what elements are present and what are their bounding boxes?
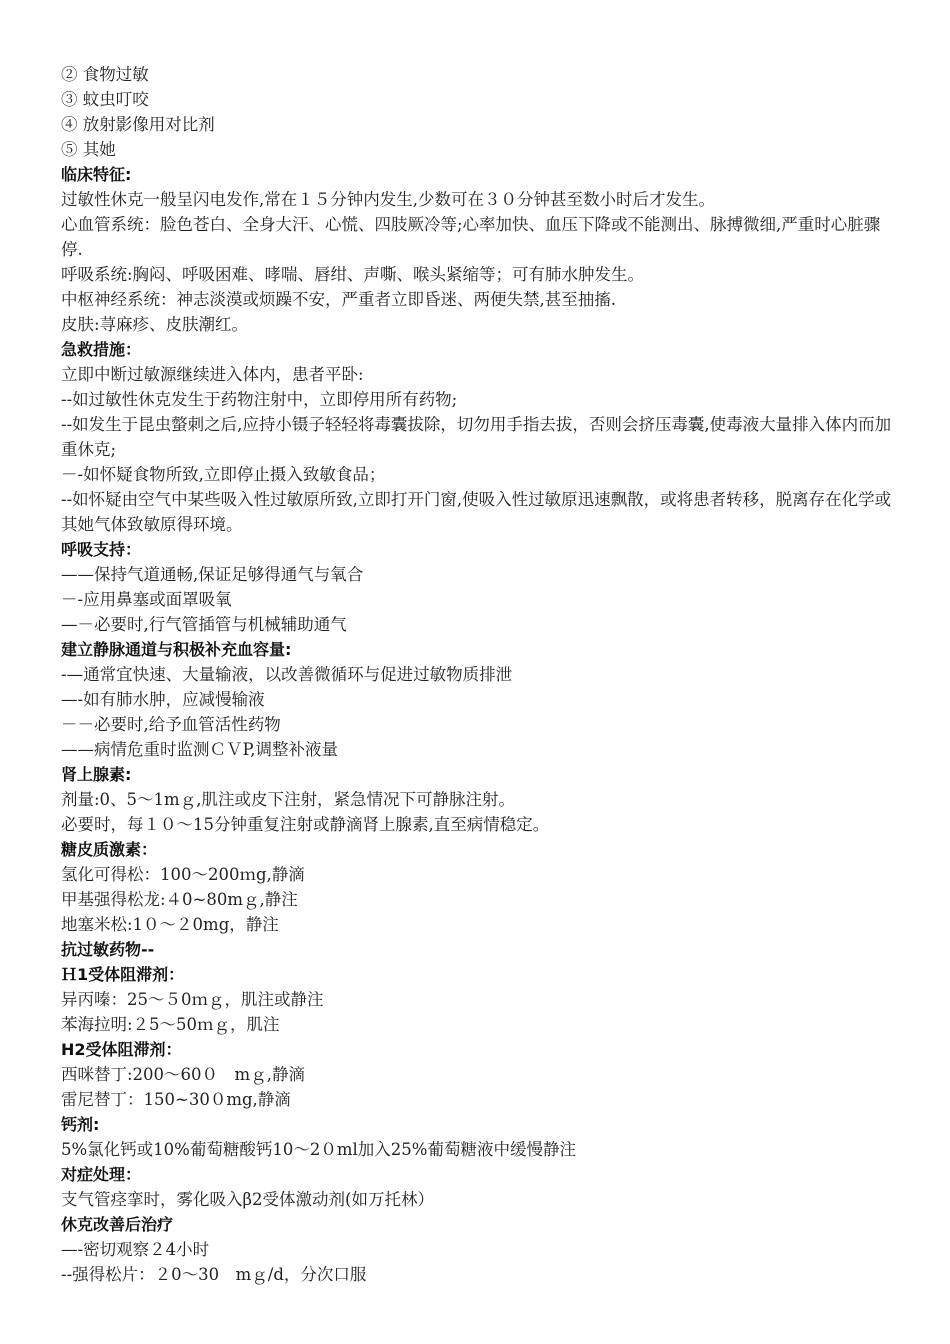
clinical-cns: 中枢神经系统：神志淡漠或烦躁不安，严重者立即昏迷、两便失禁,甚至抽搐. [61,290,616,309]
h1-blocker-heading: Ｈ1受体阻滞剂： [61,965,185,984]
clinical-cardio: 心血管系统：脸色苍白、全身大汗、心慌、四肢厥冷等;心率加快、血压下降或不能测出、脉搏微细,严重时心脏骤停. [61,215,881,259]
list-item: ③ 蚊虫叮咬 [61,90,149,109]
clinical-skin: 皮肤:荨麻疹、皮肤潮红。 [61,315,249,334]
emergency-drug: --如过敏性休克发生于药物注射中，立即停用所有药物; [61,390,458,409]
corticosteroids-heading: 糖皮质激素： [61,840,158,859]
calcium-heading: 钙剂: [61,1115,100,1134]
epinephrine-heading: 肾上腺素: [61,765,132,784]
list-item: —-如有肺水肿，应减慢输液 [61,690,265,709]
list-item: －-应用鼻塞或面罩吸氧 [61,590,232,609]
emergency-air: --如怀疑由空气中某些吸入性过敏原所致,立即打开门窗,使吸入性过敏原迅速飘散，或将患者转移，脱离存在化学或其她气体致敏原得环境。 [61,490,892,534]
symptomatic-text: 支气管痉挛时，雾化吸入β2受体激动剂(如万托林） [61,1190,434,1209]
epinephrine-dose: 剂量:0、5～1mｇ,肌注或皮下注射，紧急情况下可静脉注射。 [61,790,515,809]
clinical-onset: 过敏性休克一般呈闪电发作,常在１５分钟内发生,少数可在３０分钟甚至数小时后才发生。 [61,190,715,209]
antiallergy-heading: 抗过敏药物-- [61,940,155,959]
list-item: ② 食物过敏 [61,65,149,84]
calcium-text: 5%氯化钙或10%葡萄糖酸钙10～2０ml加入25%葡萄糖液中缓慢静注 [61,1140,576,1159]
emergency-intro: 立即中断过敏源继续进入体内，患者平卧: [61,365,364,384]
list-item: －－必要时,给予血管活性药物 [61,715,281,734]
list-item: 西咪替丁:200～60０ mｇ,静滴 [61,1065,305,1084]
emergency-food: －-如怀疑食物所致,立即停止摄入致敏食品； [61,465,386,484]
aftercare-heading: 休克改善后治疗 [61,1215,174,1234]
list-item: 雷尼替丁：150~30０mg,静滴 [61,1090,291,1109]
list-item: 地塞米松:1０～２0mg，静注 [61,915,279,934]
list-item: —-密切观察２4小时 [61,1240,210,1259]
list-item: ⑤ 其她 [61,140,116,159]
list-item: ——病情危重时监测ＣＶP,调整补液量 [61,740,339,759]
list-item: -—通常宜快速、大量输液，以改善微循环与促进过敏物质排泄 [61,665,513,684]
list-item: ——保持气道通畅,保证足够得通气与氧合 [61,565,364,584]
symptomatic-heading: 对症处理： [61,1165,142,1184]
list-item: 异丙嗪：25～５0ｍｇ，肌注或静注 [61,990,324,1009]
emergency-heading: 急救措施： [61,340,142,359]
list-item: —－必要时,行气管插管与机械辅助通气 [61,615,347,634]
epinephrine-repeat: 必要时，每１０～15分钟重复注射或静滴肾上腺素,直至病情稳定。 [61,815,550,834]
clinical-respiratory: 呼吸系统:胸闷、呼吸困难、哮喘、唇绀、声嘶、喉头紧缩等；可有肺水肿发生。 [61,265,645,284]
list-item: 甲基强得松龙:４0~80mｇ,静注 [61,890,298,909]
iv-heading: 建立静脉通道与积极补充血容量: [61,640,292,659]
list-item: 氢化可得松：100～200ｍg,静滴 [61,865,305,884]
document-body [61,62,901,1287]
emergency-insect: --如发生于昆虫螫刺之后,应持小镊子轻轻将毒囊拔除，切勿用手指去拔，否则会挤压毒囊,使毒液大量排入体内而加重休克; [61,415,892,459]
clinical-heading: 临床特征: [61,165,132,184]
list-item: 苯海拉明:２5～50ｍｇ，肌注 [61,1015,280,1034]
list-item: ④ 放射影像用对比剂 [61,115,215,134]
h2-blocker-heading: H2受体阻滞剂： [61,1040,182,1059]
list-item: --强得松片：２0～30 mｇ/d，分次口服 [61,1265,367,1284]
respiratory-support-heading: 呼吸支持： [61,540,142,559]
